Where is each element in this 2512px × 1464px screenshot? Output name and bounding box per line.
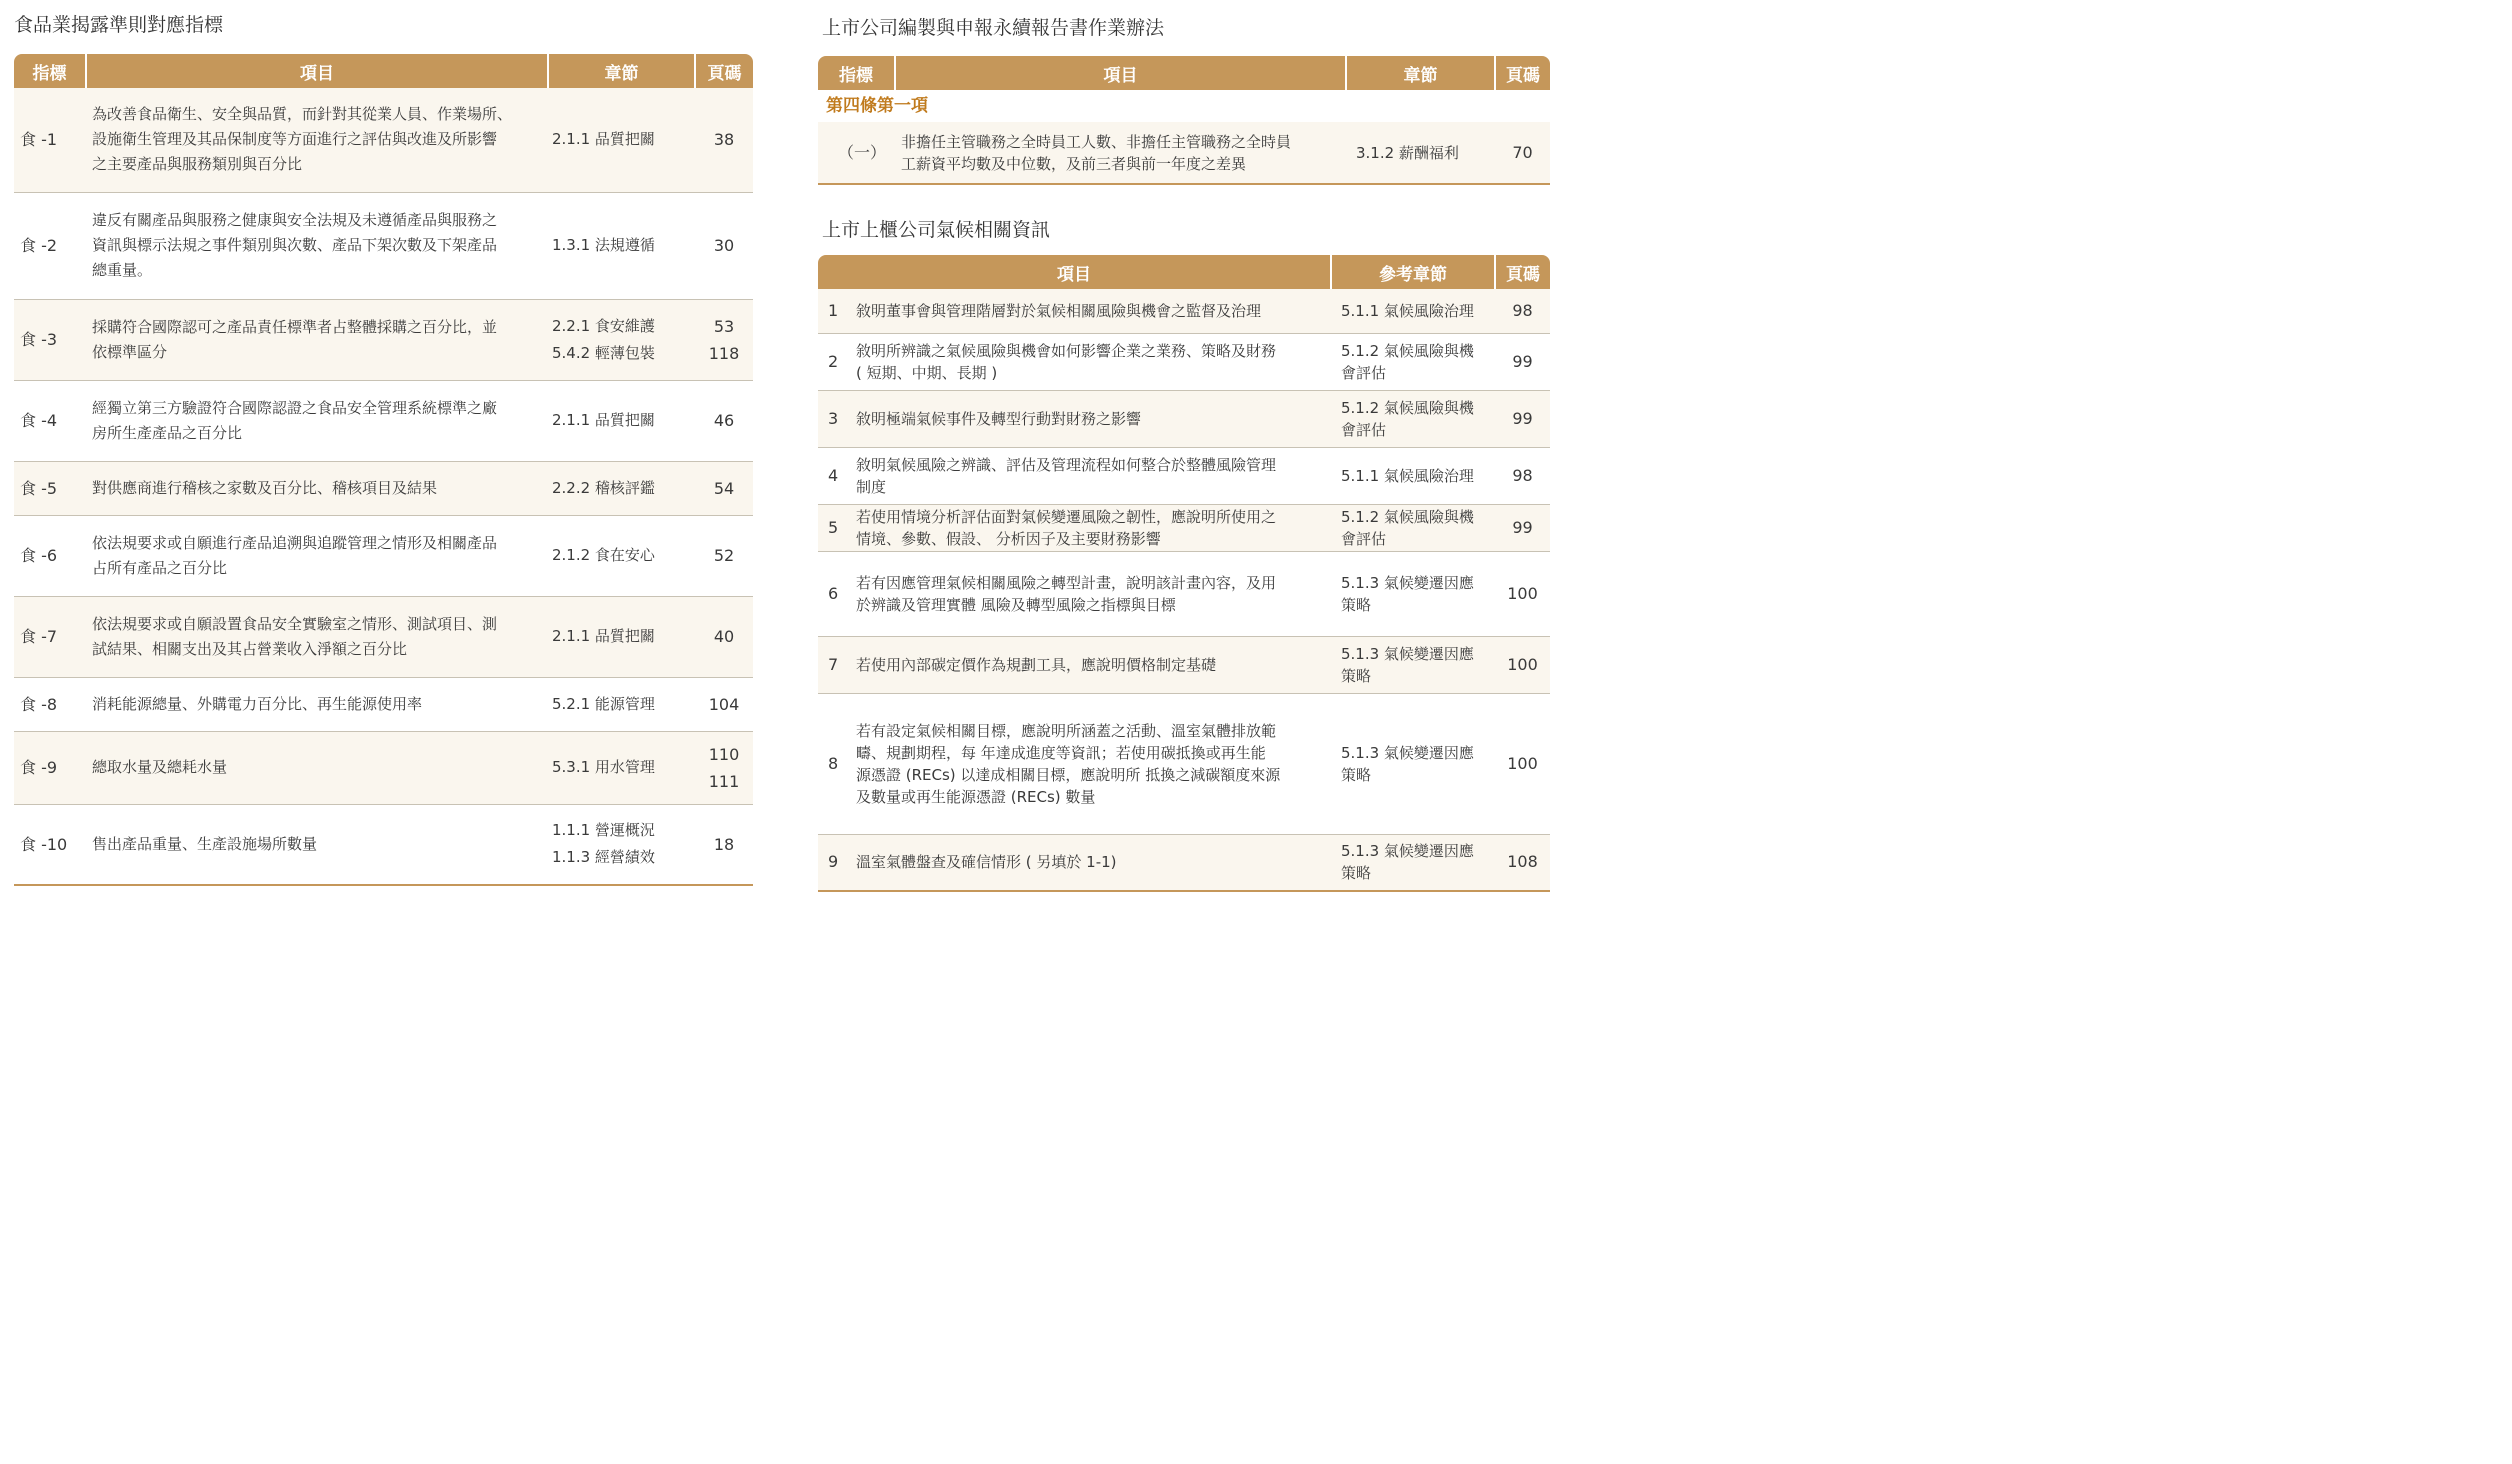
- row-page: 104: [708, 694, 740, 714]
- row-page: 100: [1507, 654, 1538, 674]
- header-section: 章節: [1346, 56, 1495, 90]
- row-reference-section: 5.1.2 氣候風險與機 會評估: [1341, 398, 1474, 439]
- row-section: 2.1.1 品質把關: [552, 130, 655, 149]
- row-item: 敘明氣候風險之辨識、評估及管理流程如何整合於整體風險管理 制度: [856, 455, 1277, 496]
- row-indicator: 食 -2: [20, 236, 58, 255]
- row-page: 40: [713, 627, 735, 646]
- row-page: 99: [1512, 517, 1533, 537]
- row-page: 46: [713, 411, 735, 430]
- row-reference-section: 5.1.1 氣候風險治理: [1341, 301, 1474, 320]
- sustainability-report-table: [818, 56, 1550, 185]
- row-item: 依法規要求或自願設置食品安全實驗室之情形、測試項目、測 試結果、相關支出及其占營業收入淨額之百分比: [92, 614, 498, 658]
- table-row: [818, 504, 1550, 551]
- row-section: 2.2.2 稽核評鑑: [552, 478, 655, 497]
- row-number: 6: [828, 583, 839, 603]
- header-page: 頁碼: [1495, 56, 1550, 90]
- row-item: 依法規要求或自願進行產品追溯與追蹤管理之情形及相關產品 占所有產品之百分比: [92, 533, 498, 577]
- table-row: [14, 596, 753, 677]
- row-number: 9: [828, 852, 839, 872]
- header-item: 項目: [895, 56, 1346, 90]
- row-indicator: 食 -3: [20, 330, 58, 349]
- header-item: 項目: [86, 54, 548, 88]
- row-number: 4: [828, 465, 839, 485]
- table-row: [818, 551, 1550, 636]
- row-indicator: 食 -8: [20, 694, 58, 714]
- row-item: 敘明董事會與管理階層對於氣候相關風險與機會之監督及治理: [856, 301, 1262, 320]
- row-page: 100: [1507, 583, 1538, 603]
- row-reference-section: 5.1.2 氣候風險與機 會評估: [1341, 341, 1474, 382]
- row-number: 8: [828, 753, 839, 773]
- food-indicator-table: [14, 54, 753, 886]
- row-item: 若使用內部碳定價作為規劃工具，應說明價格制定基礎: [856, 655, 1217, 674]
- row-item: 為改善食品衛生、安全與品質，而針對其從業人員、作業場所、 設施衛生管理及其品保制度等方面進行之評估與改進及所影響 之主要產品與服務類別與百分比: [92, 105, 513, 174]
- row-number: 2: [828, 351, 839, 371]
- row-item: 敘明所辨識之氣候風險與機會如何影響企業之業務、策略及財務 ( 短期、中期、長期 ): [856, 341, 1277, 382]
- row-item: 違反有關產品與服務之健康與安全法規及未遵循產品與服務之 資訊與標示法規之事件類別與次數、產品下架次數及下架產品 總重量。: [92, 211, 498, 279]
- header-reference-section: 參考章節: [1331, 255, 1495, 289]
- table-row: [818, 333, 1550, 390]
- table-row: [818, 289, 1550, 333]
- article-subheading: 第四條第一項: [826, 96, 928, 116]
- table-row: [818, 447, 1550, 504]
- header-section: 章節: [548, 54, 695, 88]
- table-row: [14, 515, 753, 596]
- table-row: [14, 461, 753, 515]
- row-page: 100: [1507, 753, 1538, 773]
- row-indicator: 食 -6: [20, 546, 58, 565]
- row-number: 1: [828, 300, 839, 320]
- row-number: 3: [828, 408, 839, 428]
- row-section: 2.1.1 品質把關: [552, 627, 655, 645]
- row-reference-section: 5.1.3 氣候變遷因應 策略: [1341, 573, 1474, 614]
- climate-info-table: [818, 255, 1550, 892]
- row-section: 2.1.1 品質把關: [552, 411, 655, 429]
- table-row: [14, 677, 753, 731]
- table-row: [818, 390, 1550, 447]
- row-item: 敘明極端氣候事件及轉型行動對財務之影響: [856, 409, 1142, 428]
- row-section: 5.2.1 能源管理: [552, 694, 655, 713]
- row-page: 98: [1512, 465, 1533, 485]
- table-row: [14, 731, 753, 804]
- row-section: 2.2.1 食安維護 5.4.2 輕薄包裝: [552, 316, 655, 362]
- table-row: [818, 122, 1550, 184]
- row-indicator: （一）: [838, 142, 887, 162]
- row-item: 採購符合國際認可之產品責任標準者占整體採購之百分比，並 依標準區分: [92, 317, 498, 361]
- row-page: 98: [1512, 300, 1533, 320]
- row-page: 53 118: [708, 316, 740, 363]
- row-item: 售出產品重量、生產設施場所數量: [92, 834, 318, 853]
- header-indicator: 指標: [14, 54, 86, 88]
- table-row: [818, 693, 1550, 834]
- row-indicator: 食 -5: [20, 478, 58, 498]
- row-reference-section: 5.1.1 氣候風險治理: [1341, 466, 1474, 485]
- row-item: 經獨立第三方驗證符合國際認證之食品安全管理系統標準之廠 房所生產產品之百分比: [92, 398, 498, 442]
- row-page: 52: [713, 546, 735, 565]
- row-item: 若使用情境分析評估面對氣候變遷風險之韌性，應說明所使用之 情境、參數、假設、 分析因子及主要財務影響: [856, 507, 1277, 548]
- row-indicator: 食 -4: [20, 411, 58, 430]
- table-row: [14, 299, 753, 380]
- row-page: 54: [713, 478, 735, 498]
- row-reference-section: 5.1.2 氣候風險與機 會評估: [1341, 507, 1474, 548]
- header-indicator: 指標: [818, 56, 895, 90]
- row-section: 1.1.1 營運概況 1.1.3 經營績效: [552, 821, 655, 867]
- row-section: 1.3.1 法規遵循: [552, 236, 655, 254]
- row-item: 溫室氣體盤查及確信情形 ( 另填於 1-1): [856, 853, 1117, 872]
- row-item: 非擔任主管職務之全時員工人數、非擔任主管職務之全時員 工薪資平均數及中位數，及前三者與前一年度之差異: [901, 132, 1292, 173]
- left-section-title: 食品業揭露準則對應指標: [14, 14, 224, 36]
- row-page: 99: [1512, 351, 1533, 371]
- row-indicator: 食 -10: [20, 834, 68, 854]
- row-item: 對供應商進行稽核之家數及百分比、稽核項目及結果: [92, 478, 438, 497]
- row-number: 5: [828, 517, 839, 537]
- row-indicator: 食 -1: [20, 130, 58, 150]
- row-page: 38: [713, 130, 735, 150]
- row-section: 3.1.2 薪酬福利: [1356, 143, 1459, 162]
- row-indicator: 食 -7: [20, 627, 58, 646]
- row-item: 若有因應管理氣候相關風險之轉型計畫，說明該計畫內容，及用 於辨識及管理實體 風險及轉型風險之指標與目標: [856, 573, 1277, 614]
- row-section: 2.1.2 食在安心: [552, 546, 655, 564]
- header-page: 頁碼: [1495, 255, 1550, 289]
- row-reference-section: 5.1.3 氣候變遷因應 策略: [1341, 743, 1474, 784]
- row-reference-section: 5.1.3 氣候變遷因應 策略: [1341, 644, 1474, 685]
- header-page: 頁碼: [695, 54, 753, 88]
- right-bottom-section-title: 上市上櫃公司氣候相關資訊: [822, 219, 1051, 241]
- row-item: 總取水量及總耗水量: [92, 758, 228, 776]
- row-page: 70: [1512, 142, 1533, 162]
- row-page: 110 111: [708, 744, 740, 791]
- row-item: 若有設定氣候相關目標，應說明所涵蓋之活動、溫室氣體排放範 疇、規劃期程，每 年達成進度等資訊；若使用碳抵換或再生能 源憑證 (RECs) 以達成相關目標，應說明所 抵換之減碳額度來源 及數量或再生能源憑證 (RECs) 數量: [856, 721, 1281, 806]
- right-top-section-title: 上市公司編製與申報永續報告書作業辦法: [822, 17, 1165, 39]
- row-page: 30: [713, 236, 735, 255]
- row-page: 18: [713, 834, 735, 854]
- table-row: [14, 88, 753, 192]
- row-reference-section: 5.1.3 氣候變遷因應 策略: [1341, 842, 1474, 883]
- row-section: 5.3.1 用水管理: [552, 758, 655, 776]
- row-indicator: 食 -9: [20, 758, 58, 777]
- table-row: [818, 834, 1550, 891]
- row-item: 消耗能源總量、外購電力百分比、再生能源使用率: [92, 694, 423, 713]
- table-row: [14, 804, 753, 885]
- row-page: 99: [1512, 408, 1533, 428]
- table-row: [818, 636, 1550, 693]
- row-page: 108: [1507, 852, 1538, 872]
- row-number: 7: [828, 654, 839, 674]
- table-row: [14, 380, 753, 461]
- table-row: [14, 192, 753, 299]
- header-item: 項目: [818, 255, 1331, 289]
